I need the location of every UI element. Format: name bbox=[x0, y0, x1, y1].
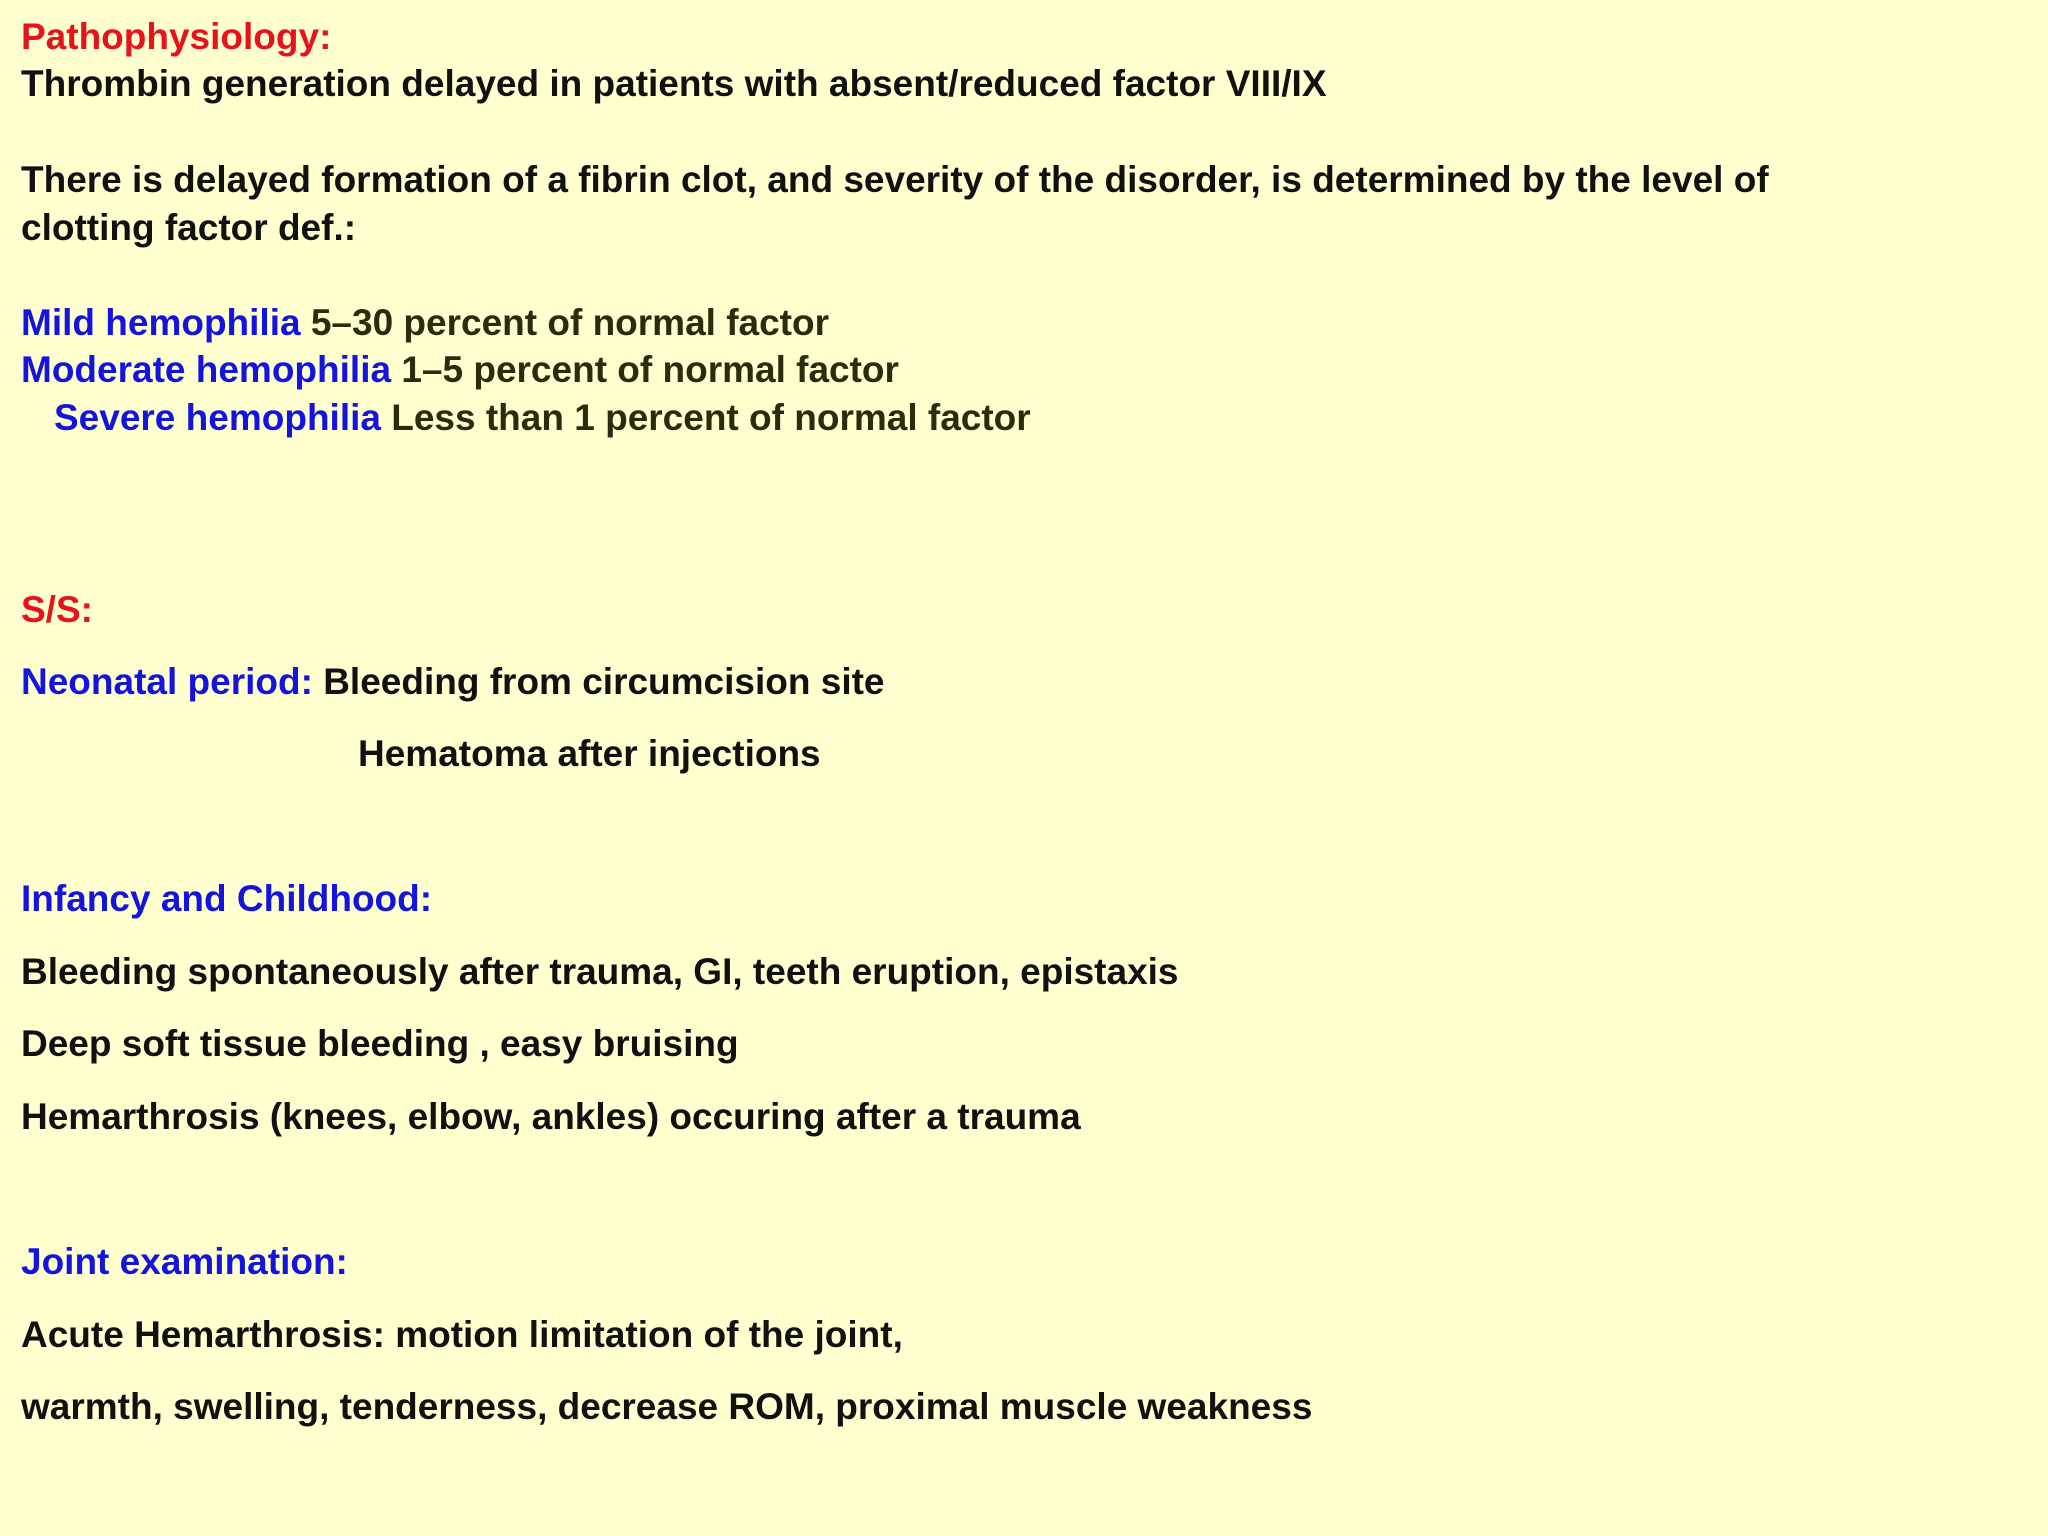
severity-mild-label: Mild hemophilia bbox=[21, 302, 301, 343]
severity-severe-label: Severe hemophilia bbox=[54, 397, 381, 438]
neonatal-label: Neonatal period: bbox=[21, 661, 313, 702]
severity-moderate-value: 1–5 percent of normal factor bbox=[401, 349, 899, 390]
severity-mild-value: 5–30 percent of normal factor bbox=[310, 302, 830, 343]
severity-mild bbox=[21, 300, 829, 346]
signs-heading: S/S: bbox=[21, 589, 93, 630]
severity-moderate-label: Moderate hemophilia bbox=[21, 349, 392, 390]
pathophysiology-line-2b: clotting factor def.: bbox=[21, 207, 357, 248]
pathophysiology-line-1: Thrombin generation delayed in patients with absent/reduced factor VIII/IX bbox=[21, 63, 1327, 104]
joint-item-2: warmth, swelling, tenderness, decrease ROM, proximal muscle weakness bbox=[21, 1386, 1313, 1427]
joint-item-1: Acute Hemarthrosis: motion limitation of the joint, bbox=[21, 1314, 903, 1355]
pathophysiology-line-2a: There is delayed formation of a fibrin clot, and severity of the disorder, is determined by the level of bbox=[21, 159, 1769, 200]
infancy-item-1: Bleeding spontaneously after trauma, GI, teeth eruption, epistaxis bbox=[21, 951, 1179, 992]
severity-severe bbox=[54, 395, 1031, 441]
neonatal-item-1: Bleeding from circumcision site bbox=[323, 661, 885, 702]
joint-heading: Joint examination: bbox=[21, 1241, 348, 1282]
severity-moderate bbox=[21, 347, 899, 393]
infancy-heading: Infancy and Childhood: bbox=[21, 878, 433, 919]
severity-severe-value: Less than 1 percent of normal factor bbox=[391, 397, 1031, 438]
infancy-item-3: Hemarthrosis (knees, elbow, ankles) occuring after a trauma bbox=[21, 1096, 1081, 1137]
pathophysiology-heading: Pathophysiology: bbox=[21, 16, 332, 57]
infancy-item-2: Deep soft tissue bleeding , easy bruising bbox=[21, 1023, 739, 1064]
neonatal-line bbox=[21, 659, 885, 705]
neonatal-item-2: Hematoma after injections bbox=[358, 733, 821, 774]
